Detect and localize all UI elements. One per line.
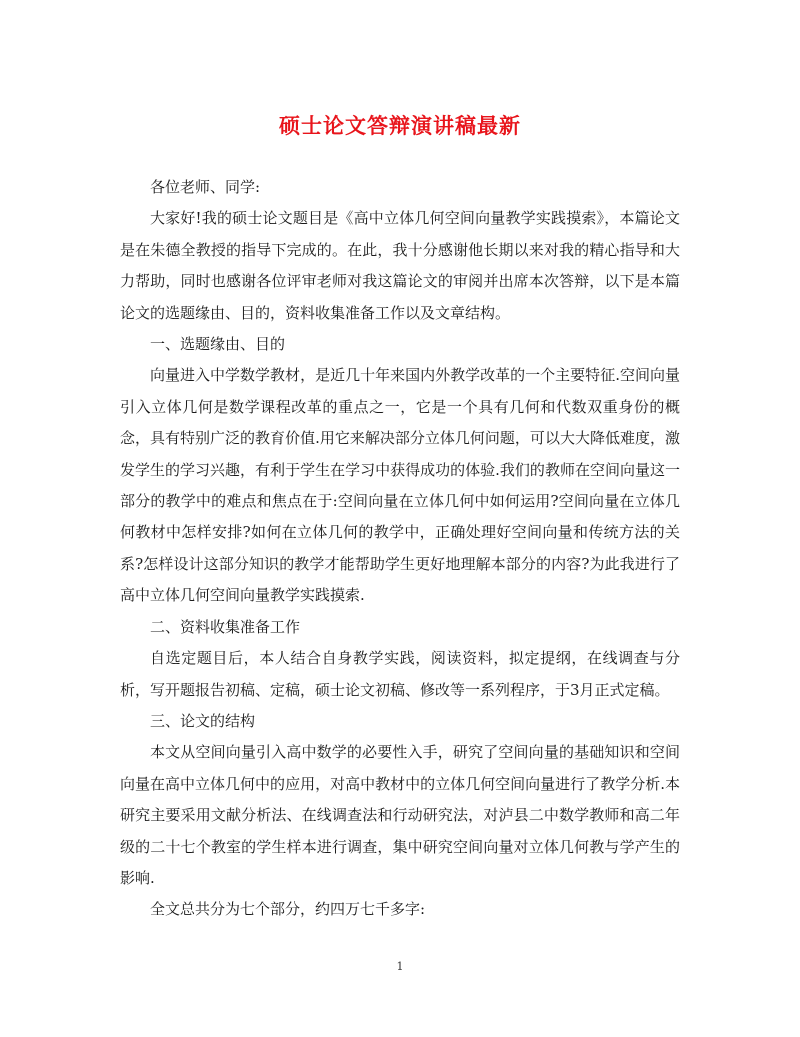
page-number: 1 <box>396 960 404 973</box>
intro-paragraph: 大家好!我的硕士论文题目是《高中立体几何空间向量教学实践摸索》，本篇论文是在朱德全教授的指导下完成的。在此，我十分感谢他长期以来对我的精心指导和大力帮助，同时也感谢各位评审老师对我这篇论文的审阅并出席本次答辩，以下是本篇论文的选题缘由、目的，资料收集准备工作以及文章结构。 <box>120 209 680 322</box>
section-1-paragraph: 向量进入中学数学教材，是近几十年来国内外教学改革的一个主要特征.空间向量引入立体几何是数学课程改革的重点之一，它是一个具有几何和代数双重身份的概念，具有特别广泛的教育价值.用它来解决部分立体几何问题，可以大大降低难度，激发学生的学习兴趣，有利于学生在学习中获得成功的体验.我们的教师在空间向量这一部分的教学中的难点和焦点在于:空间向量在立体几何中如何运用?空间向量在立体几何教材中怎样安排?如何在立体几何的教学中，正确处理好空间向量和传统方法的关系?怎样设计这部分知识的教学才能帮助学生更好地理解本部分的内容?为此我进行了高中立体几何空间向量教学实践摸索. <box>120 366 680 605</box>
section-2-paragraph: 自选定题目后，本人结合自身教学实践，阅读资料，拟定提纲，在线调查与分析，写开题报告初稿、定稿，硕士论文初稿、修改等一系列程序，于3月正式定稿。 <box>120 649 680 699</box>
document-body <box>120 172 680 926</box>
section-heading-1: 一、选题缘由、目的 <box>150 335 286 354</box>
section-heading-3: 三、论文的结构 <box>150 711 256 730</box>
section-3-paragraph: 本文从空间向量引入高中数学的必要性入手，研究了空间向量的基础知识和空间向量在高中立体几何中的应用，对高中教材中的立体几何空间向量进行了教学分析.本研究主要采用文献分析法、在线调查法和行动研究法，对泸县二中数学教师和高二年级的二十七个教室的学生样本进行调查，集中研究空间向量对立体几何教与学产生的影响. <box>120 743 680 887</box>
document-title: 硕士论文答辩演讲稿最新 <box>279 113 521 138</box>
section-heading-2: 二、资料收集准备工作 <box>150 617 301 636</box>
summary-paragraph: 全文总共分为七个部分，约四万七千多字: <box>150 900 426 919</box>
salutation-paragraph: 各位老师、同学: <box>150 178 261 196</box>
